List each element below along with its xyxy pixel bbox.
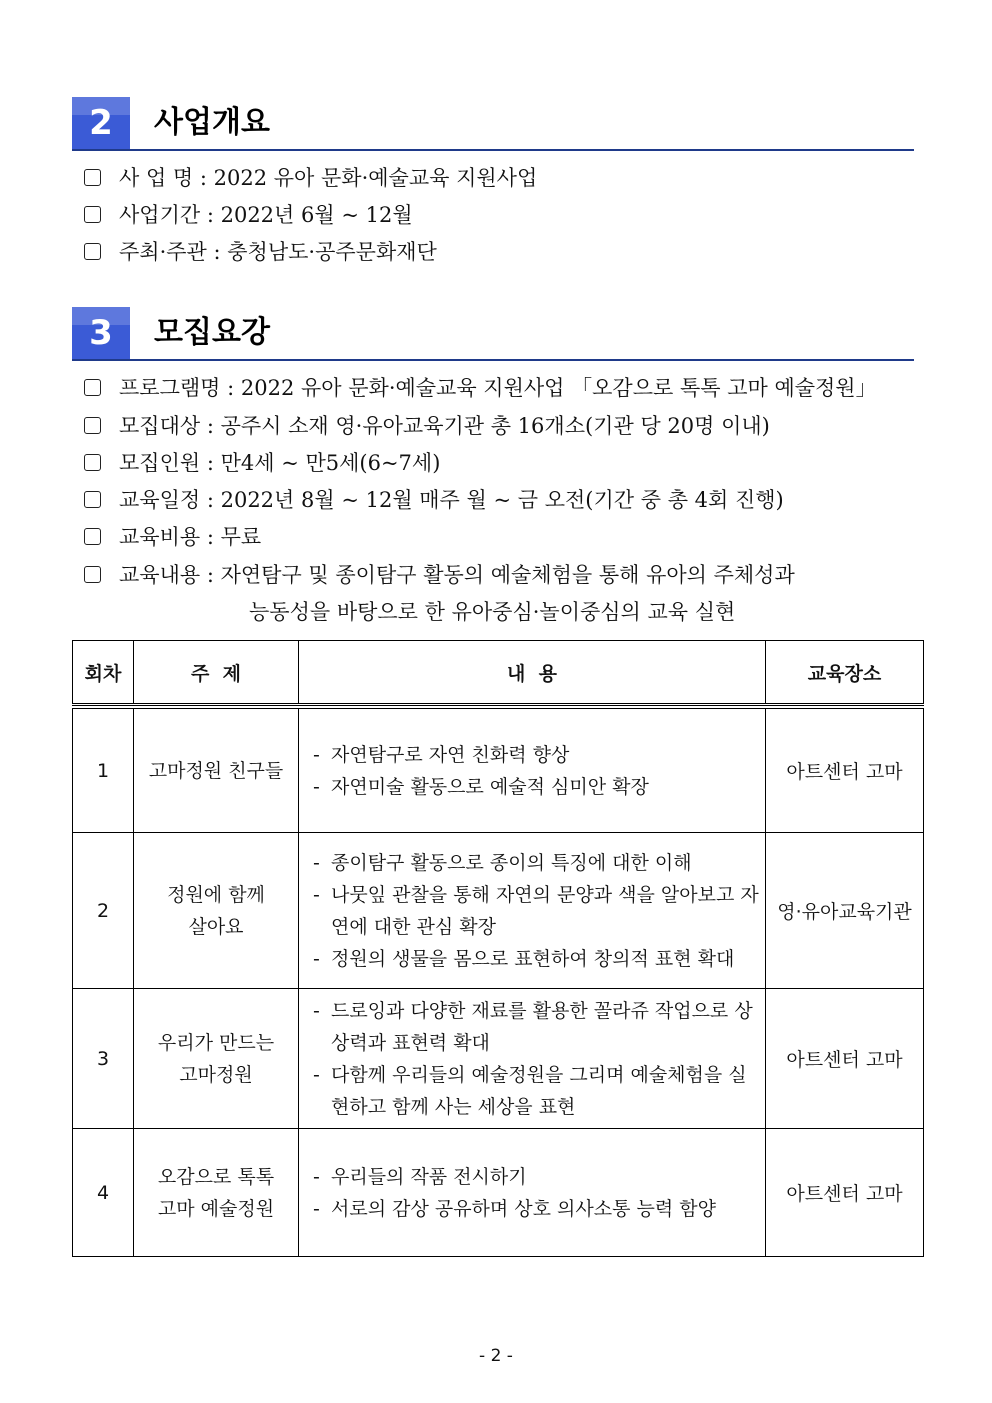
- overview-item-name: [84, 164, 537, 192]
- schedule-table: [72, 640, 924, 1257]
- section-3-number: 3: [72, 307, 130, 359]
- recruit-item-program: [84, 374, 877, 402]
- session-content: [299, 1129, 766, 1257]
- session-topic: [134, 1129, 299, 1257]
- section-3-header: [72, 307, 914, 361]
- checkbox-icon: [84, 379, 101, 396]
- content-line: - 정원의 생물을 몸으로 표현하여 창의적 표현 확대: [313, 943, 759, 975]
- item-label: 사업기간 :: [119, 203, 214, 227]
- item-value: 충청남도·공주문화재단: [227, 240, 437, 264]
- item-label: 프로그램명 :: [119, 376, 235, 400]
- header-content: 내 용: [299, 641, 766, 705]
- content-line: - 자연탐구로 자연 친화력 향상: [313, 739, 759, 771]
- content-line: - 다함께 우리들의 예술정원을 그리며 예술체험을 실현하고 함께 사는 세상을 표현: [313, 1059, 759, 1123]
- item-label: 사 업 명 :: [119, 166, 207, 190]
- recruit-item-count: [84, 449, 440, 477]
- session-content: [299, 989, 766, 1129]
- recruit-item-schedule: [84, 486, 784, 514]
- session-topic: [134, 989, 299, 1129]
- checkbox-icon: [84, 169, 101, 186]
- header-session: 회차: [73, 641, 134, 705]
- session-place: 영·유아교육기관: [766, 833, 924, 989]
- topic-line: 오감으로 톡톡: [157, 1165, 275, 1188]
- item-value: 2022 유아 문화·예술교육 지원사업 「오감으로 톡톡 고마 예술정원」: [240, 376, 877, 400]
- section-2-title: 사업개요: [154, 105, 270, 140]
- checkbox-icon: [84, 566, 101, 583]
- section-2-header: [72, 97, 914, 151]
- session-content: [299, 833, 766, 989]
- item-value: 2022년 8월 ~ 12월 매주 월 ~ 금 오전(기간 중 총 4회 진행): [220, 488, 784, 512]
- session-number: 3: [73, 989, 134, 1129]
- session-content: [299, 709, 766, 833]
- item-value: 만4세 ~ 만5세(6~7세): [220, 451, 441, 475]
- item-label: 모집인원 :: [119, 451, 214, 475]
- session-topic: [134, 833, 299, 989]
- session-place: 아트센터 고마: [766, 709, 924, 833]
- item-value: 자연탐구 및 종이탐구 활동의 예술체험을 통해 유아의 주체성과: [220, 563, 795, 587]
- content-line: - 종이탐구 활동으로 종이의 특징에 대한 이해: [313, 847, 759, 879]
- item-label: 교육비용 :: [119, 525, 214, 549]
- recruit-item-target: [84, 412, 770, 440]
- checkbox-icon: [84, 528, 101, 545]
- item-label: 모집대상 :: [119, 414, 214, 438]
- checkbox-icon: [84, 491, 101, 508]
- topic-line: 정원에 함께: [167, 883, 265, 906]
- item-value-continuation: 능동성을 바탕으로 한 유아중심·놀이중심의 교육 실현: [249, 600, 736, 624]
- checkbox-icon: [84, 243, 101, 260]
- item-value: 무료: [220, 525, 262, 549]
- session-place: 아트센터 고마: [766, 989, 924, 1129]
- session-number: 1: [73, 709, 134, 833]
- topic-line: 고마 예술정원: [157, 1197, 275, 1220]
- table-row: [73, 989, 924, 1129]
- session-number: 2: [73, 833, 134, 989]
- topic-line: 우리가 만드는: [157, 1031, 275, 1054]
- item-value: 2022년 6월 ~ 12월: [220, 203, 413, 227]
- item-label: 교육일정 :: [119, 488, 214, 512]
- overview-item-host: [84, 238, 437, 266]
- content-line: - 나뭇잎 관찰을 통해 자연의 문양과 색을 알아보고 자연에 대한 관심 확장: [313, 879, 759, 943]
- content-line: - 자연미술 활동으로 예술적 심미안 확장: [313, 771, 759, 803]
- header-place: 교육장소: [766, 641, 924, 705]
- recruit-item-content: [84, 561, 795, 624]
- item-value: 공주시 소재 영·유아교육기관 총 16개소(기관 당 20명 이내): [220, 414, 770, 438]
- session-number: 4: [73, 1129, 134, 1257]
- section-3-title: 모집요강: [154, 315, 270, 350]
- section-2-number: 2: [72, 97, 130, 149]
- content-line: - 서로의 감상 공유하며 상호 의사소통 능력 함양: [313, 1193, 759, 1225]
- checkbox-icon: [84, 206, 101, 223]
- checkbox-icon: [84, 454, 101, 471]
- table-row: [73, 833, 924, 989]
- header-topic: 주 제: [134, 641, 299, 705]
- topic-line: 고마정원 친구들: [148, 759, 284, 782]
- session-topic: [134, 709, 299, 833]
- overview-item-period: [84, 201, 413, 229]
- checkbox-icon: [84, 417, 101, 434]
- topic-line: 고마정원: [179, 1063, 253, 1086]
- recruit-item-cost: [84, 523, 261, 551]
- content-line: - 드로잉과 다양한 재료를 활용한 꼴라쥬 작업으로 상상력과 표현력 확대: [313, 995, 759, 1059]
- table-row: [73, 1129, 924, 1257]
- session-place: 아트센터 고마: [766, 1129, 924, 1257]
- item-label: 주최·주관 :: [119, 240, 221, 264]
- item-label: 교육내용 :: [119, 563, 214, 587]
- item-value: 2022 유아 문화·예술교육 지원사업: [213, 166, 538, 190]
- table-header-row: [73, 641, 924, 705]
- content-line: - 우리들의 작품 전시하기: [313, 1161, 759, 1193]
- table-row: [73, 709, 924, 833]
- page-number: - 2 -: [479, 1346, 513, 1366]
- topic-line: 살아요: [188, 915, 244, 938]
